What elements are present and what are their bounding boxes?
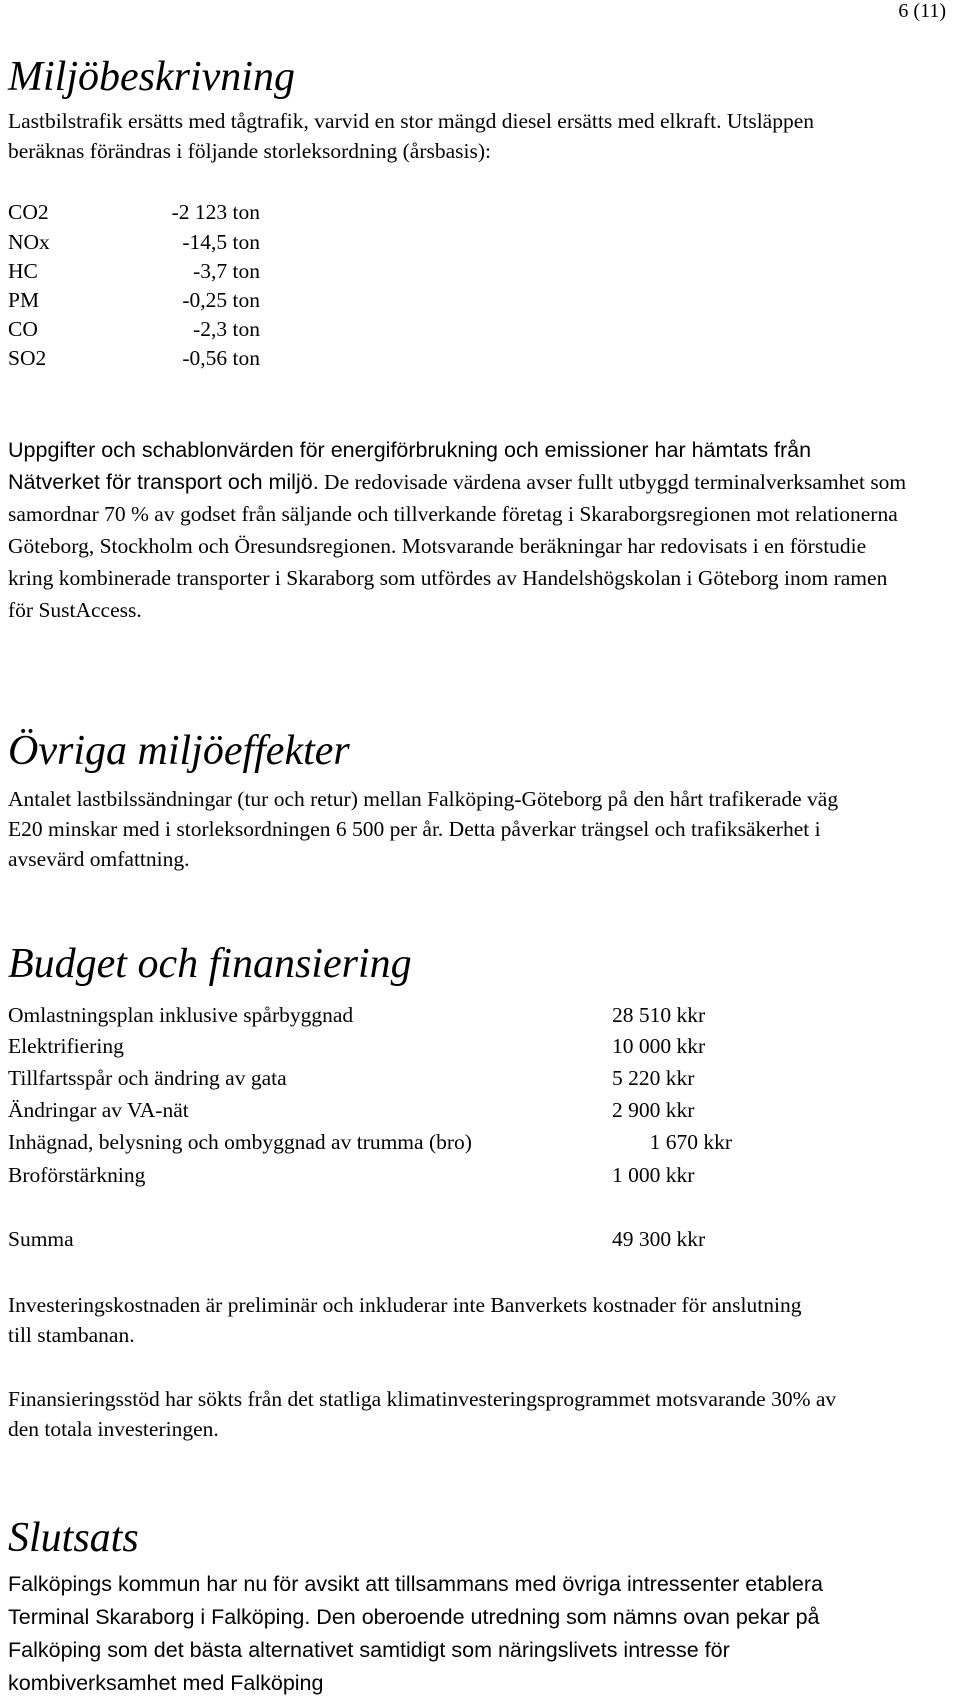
budget-total-label: Summa [8, 1227, 74, 1251]
budget-item-value: 10 000 kkr [612, 1034, 706, 1058]
emission-name: HC [8, 259, 38, 283]
slutsats-body: Falköpings kommun har nu för avsikt att tillsammans med övriga intressenter etablera Terminal Skaraborg i Falköping. Den oberoende utredning som nämns ovan pekar på Falköping som det bästa alternativet samtidigt som näringslivets intresse för kombiverksamhet med Falköping [8, 1572, 823, 1695]
heading-budget: Budget och finansiering [8, 941, 412, 987]
budget-item-value: 1 670 kkr [649, 1130, 732, 1154]
emission-value: -0,25 ton [182, 288, 260, 312]
heading-slutsats: Slutsats [8, 1515, 139, 1561]
budget-total-value: 49 300 kkr [612, 1227, 706, 1251]
budget-item-label: Omlastningsplan inklusive spårbyggnad [8, 1003, 354, 1027]
budget-item-label: Elektrifiering [8, 1034, 124, 1058]
emission-row [8, 343, 260, 373]
budget-item-label: Tillfartsspår och ändring av gata [8, 1066, 287, 1090]
miljo-intro: Lastbilstrafik ersätts med tågtrafik, varvid en stor mängd diesel ersätts med elkraft. Utsläppen beräknas förändras i följande storleksordning (årsbasis): [8, 109, 815, 163]
budget-note-2: Finansieringsstöd har sökts från det statliga klimatinvesteringsprogrammet motsvarande 30% av den totala investeringen. [8, 1387, 837, 1441]
emission-name: SO2 [8, 346, 47, 370]
page-number: 6 (11) [898, 0, 946, 22]
heading-miljobeskrivning: Miljöbeskrivning [8, 54, 295, 100]
budget-item-value: 1 000 kkr [612, 1163, 695, 1187]
emission-name: NOx [8, 230, 50, 254]
budget-item-value: 2 900 kkr [612, 1098, 695, 1122]
emission-row [8, 256, 260, 286]
heading-ovriga-miljoeffekter: Övriga miljöeffekter [8, 728, 350, 774]
emission-value: -14,5 ton [182, 230, 260, 254]
budget-note-1: Investeringskostnaden är preliminär och inkluderar inte Banverkets kostnader för anslutning till stambanan. [8, 1293, 802, 1347]
emission-name: CO2 [8, 200, 49, 224]
miljo-body-serif: De redovisade värdena avser fullt utbyggd terminalverksamhet som samordnar 70 % av godset från säljande och tillverkande företag i Skaraborgsregionen mot relationerna Göteborg, Stockholm och Öresundsregionen. Motsvarande beräkningar har redovisats i en förstudie kring kombinerade transporter i Skaraborg som utfördes av Handelshögskolan i Göteborg inom ramen för SustAccess. [8, 470, 907, 622]
budget-item-label: Broförstärkning [8, 1163, 146, 1187]
budget-item-value: 5 220 kkr [612, 1066, 695, 1090]
emission-value: -0,56 ton [182, 346, 260, 370]
budget-item-value: 28 510 kkr [612, 1003, 706, 1027]
ovriga-body: Antalet lastbilssändningar (tur och retur) mellan Falköping-Göteborg på den hårt trafikerade väg E20 minskar med i storleksordningen 6 500 per år. Detta påverkar trängsel och trafiksäkerhet i avsevärd omfattning. [8, 787, 839, 871]
emission-row [8, 227, 260, 257]
emission-row [8, 197, 260, 227]
emission-row [8, 285, 260, 315]
emission-value: -2,3 ton [193, 317, 260, 341]
emission-name: CO [8, 317, 38, 341]
emission-name: PM [8, 288, 40, 312]
budget-item-label: Ändringar av VA-nät [8, 1098, 189, 1122]
budget-item-label: Inhägnad, belysning och ombyggnad av trumma (bro) [8, 1130, 472, 1154]
miljo-body [8, 434, 908, 626]
emission-row [8, 314, 260, 344]
miljo-body-sans: Uppgifter och schablonvärden för energiförbrukning och emissioner har hämtats från Nätverket för transport och miljö. [8, 438, 812, 494]
emission-value: -2 123 ton [171, 200, 260, 224]
emission-value: -3,7 ton [193, 259, 260, 283]
